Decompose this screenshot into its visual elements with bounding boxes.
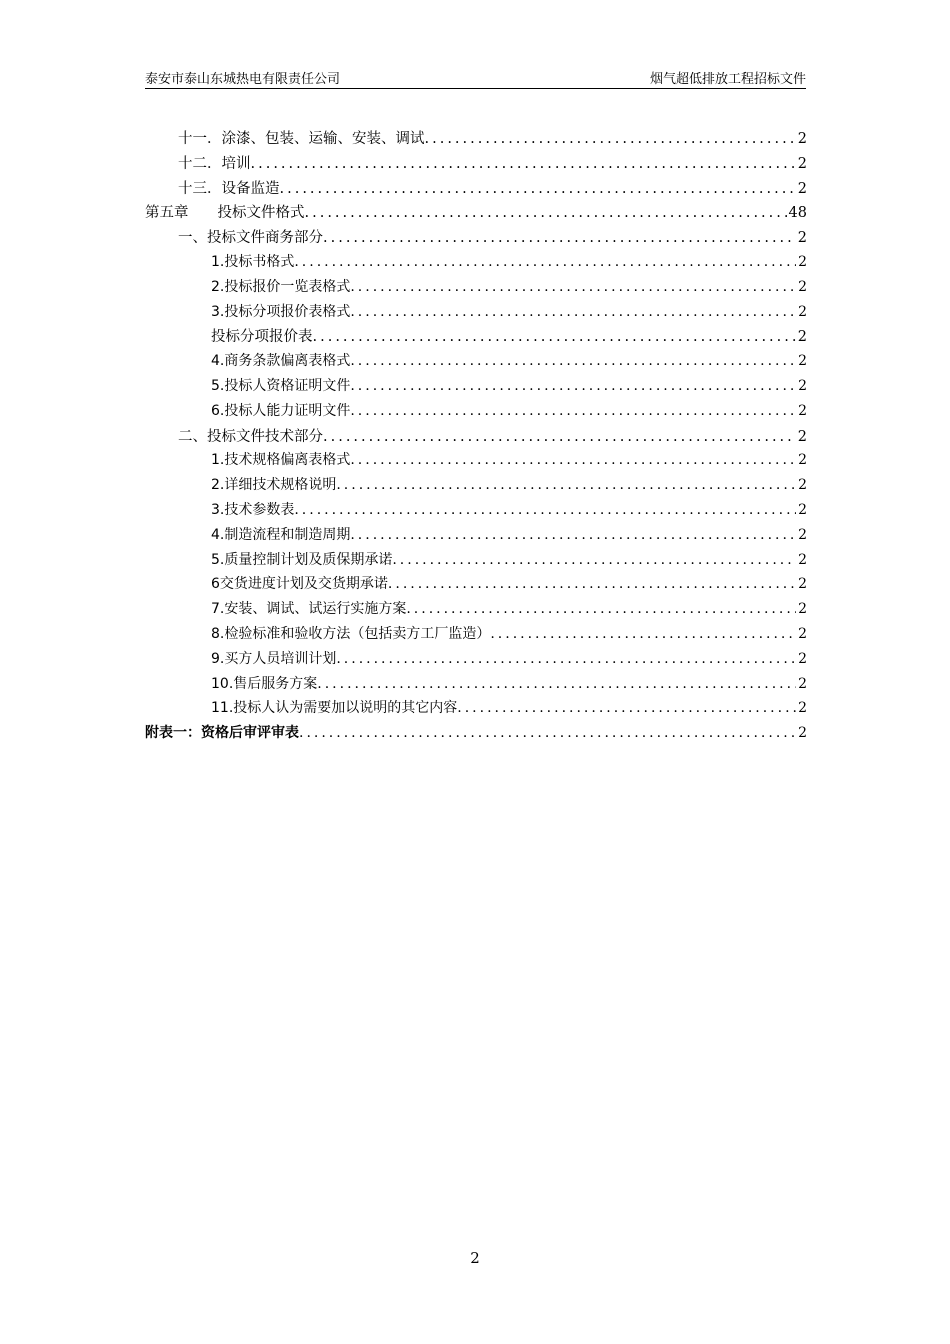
- toc-dot-leader: [317, 676, 796, 692]
- toc-entry-title: 5.质量控制计划及质保期承诺: [211, 551, 393, 568]
- toc-entry-page: 2: [797, 329, 807, 346]
- toc-entry-title: 十二．培训: [178, 155, 251, 172]
- toc-entry[interactable]: [145, 673, 807, 698]
- toc-dot-leader: [350, 304, 796, 320]
- toc-entry[interactable]: [145, 573, 807, 598]
- toc-entry-page: 2: [798, 278, 807, 295]
- toc-entry[interactable]: [145, 226, 807, 251]
- toc-entry-page: 2: [798, 725, 807, 742]
- toc-dot-leader: [388, 576, 796, 592]
- toc-entry-page: 2: [798, 353, 807, 370]
- toc-dot-leader: [490, 626, 796, 642]
- toc-entry-title: 8.检验标准和验收方法（包括卖方工厂监造）: [211, 625, 491, 642]
- toc-dot-leader: [350, 403, 796, 419]
- toc-entry[interactable]: [145, 350, 807, 375]
- toc-entry[interactable]: [145, 449, 807, 474]
- toc-dot-leader: [406, 601, 796, 617]
- toc-entry-page: 2: [798, 551, 807, 568]
- toc-entry-page: 2: [798, 625, 807, 642]
- toc-entry-title: 二、投标文件技术部分: [178, 428, 323, 445]
- toc-entry-page: 2: [798, 303, 807, 320]
- toc-entry-title: 5.投标人资格证明文件: [211, 377, 351, 394]
- toc-dot-leader: [299, 725, 796, 741]
- toc-entry-page: 2: [798, 253, 807, 270]
- toc-entry-page: 2: [798, 601, 807, 618]
- toc-entry-page: 2: [798, 477, 807, 494]
- toc-entry[interactable]: [145, 375, 807, 400]
- toc-entry-page: 2: [797, 131, 807, 147]
- toc-entry-title: 11.投标人认为需要加以说明的其它内容: [211, 700, 458, 717]
- toc-entry[interactable]: [145, 598, 807, 623]
- toc-entry-title: 4.商务条款偏离表格式: [211, 353, 351, 370]
- toc-entry-page: 2: [798, 526, 807, 543]
- toc-entry-title: 第五章 投标文件格式: [145, 205, 305, 222]
- toc-entry-page: 2: [797, 180, 807, 197]
- toc-entry[interactable]: [145, 499, 807, 524]
- toc-dot-leader: [294, 254, 796, 270]
- toc-entry-page: 2: [798, 377, 807, 394]
- toc-entry-page: 2: [798, 576, 807, 593]
- toc-entry-title: 一、投标文件商务部分: [178, 230, 323, 247]
- toc-dot-leader: [457, 700, 796, 716]
- toc-dot-leader: [350, 527, 796, 543]
- toc-entry-page: 2: [798, 402, 807, 419]
- toc-entry-page: 2: [798, 452, 807, 469]
- toc-entry[interactable]: [145, 549, 807, 574]
- toc-dot-leader: [294, 502, 796, 518]
- toc-entry[interactable]: [145, 400, 807, 425]
- toc-dot-leader: [350, 279, 796, 295]
- toc-dot-leader: [350, 452, 796, 468]
- header-document-title: 烟气超低排放工程招标文件: [649, 72, 806, 87]
- toc-dot-leader: [305, 205, 787, 221]
- toc-dot-leader: [323, 230, 796, 246]
- toc-dot-leader: [313, 329, 796, 345]
- toc-entry-title: 3.投标分项报价表格式: [211, 303, 351, 320]
- toc-entry-page: 2: [797, 155, 807, 172]
- toc-entry-title: 3.技术参数表: [211, 501, 295, 518]
- toc-entry-title: 7.安装、调试、试运行实施方案: [211, 601, 407, 618]
- toc-entry[interactable]: [145, 301, 807, 326]
- page-header: [145, 68, 806, 89]
- header-company-name: 泰安市泰山东城热电有限责任公司: [145, 72, 341, 87]
- toc-dot-leader: [251, 156, 796, 172]
- page-number: 2: [470, 1249, 480, 1267]
- toc-entry-page: 2: [798, 700, 807, 717]
- toc-entry[interactable]: [145, 177, 807, 202]
- toc-entry[interactable]: [145, 325, 807, 350]
- toc-entry[interactable]: [145, 722, 807, 747]
- toc-entry[interactable]: [145, 697, 807, 722]
- toc-entry[interactable]: [145, 276, 807, 301]
- toc-entry[interactable]: [145, 623, 807, 648]
- toc-entry-title: 6.投标人能力证明文件: [211, 402, 351, 419]
- toc-entry-title: 4.制造流程和制造周期: [211, 526, 351, 543]
- toc-entry-title: 投标分项报价表: [211, 329, 313, 346]
- toc-dot-leader: [336, 651, 796, 667]
- toc-entry[interactable]: [145, 251, 807, 276]
- toc-entry-page: 2: [798, 650, 807, 667]
- toc-entry-title: 1.技术规格偏离表格式: [211, 452, 351, 469]
- toc-entry-title: 9.买方人员培训计划: [211, 650, 337, 667]
- toc-entry-title: 2.详细技术规格说明: [211, 477, 337, 494]
- toc-entry-page: 2: [798, 501, 807, 518]
- toc-dot-leader: [350, 378, 796, 394]
- toc-entry-title: 十三．设备监造: [178, 180, 280, 197]
- toc-dot-leader: [350, 353, 796, 369]
- toc-entry[interactable]: [145, 201, 807, 226]
- toc-entry-page: 48: [788, 205, 807, 222]
- toc-entry-title: 2.投标报价一览表格式: [211, 278, 351, 295]
- toc-entry-page: 2: [797, 230, 807, 247]
- toc-dot-leader: [336, 477, 796, 493]
- toc-entry-title: 附表一：资格后审评审表: [145, 725, 299, 742]
- toc-entry-page: 2: [797, 428, 807, 445]
- toc-dot-leader: [425, 131, 796, 147]
- toc-entry[interactable]: [145, 152, 807, 177]
- toc-entry[interactable]: [145, 425, 807, 450]
- toc-dot-leader: [392, 552, 796, 568]
- toc-entry-title: 十一．涂漆、包装、运输、安装、调试: [178, 131, 425, 147]
- toc-entry-page: 2: [798, 675, 807, 692]
- toc-entry[interactable]: [145, 524, 807, 549]
- toc-dot-leader: [323, 429, 796, 445]
- toc-entry[interactable]: [145, 474, 807, 499]
- toc-entry-title: 10.售后服务方案: [211, 675, 318, 692]
- toc-dot-leader: [280, 181, 796, 197]
- toc-entry[interactable]: [145, 648, 807, 673]
- table-of-contents: [145, 127, 807, 747]
- toc-entry[interactable]: [145, 127, 807, 152]
- toc-entry-title: 6交货进度计划及交货期承诺: [211, 576, 388, 593]
- toc-entry-title: 1.投标书格式: [211, 253, 295, 270]
